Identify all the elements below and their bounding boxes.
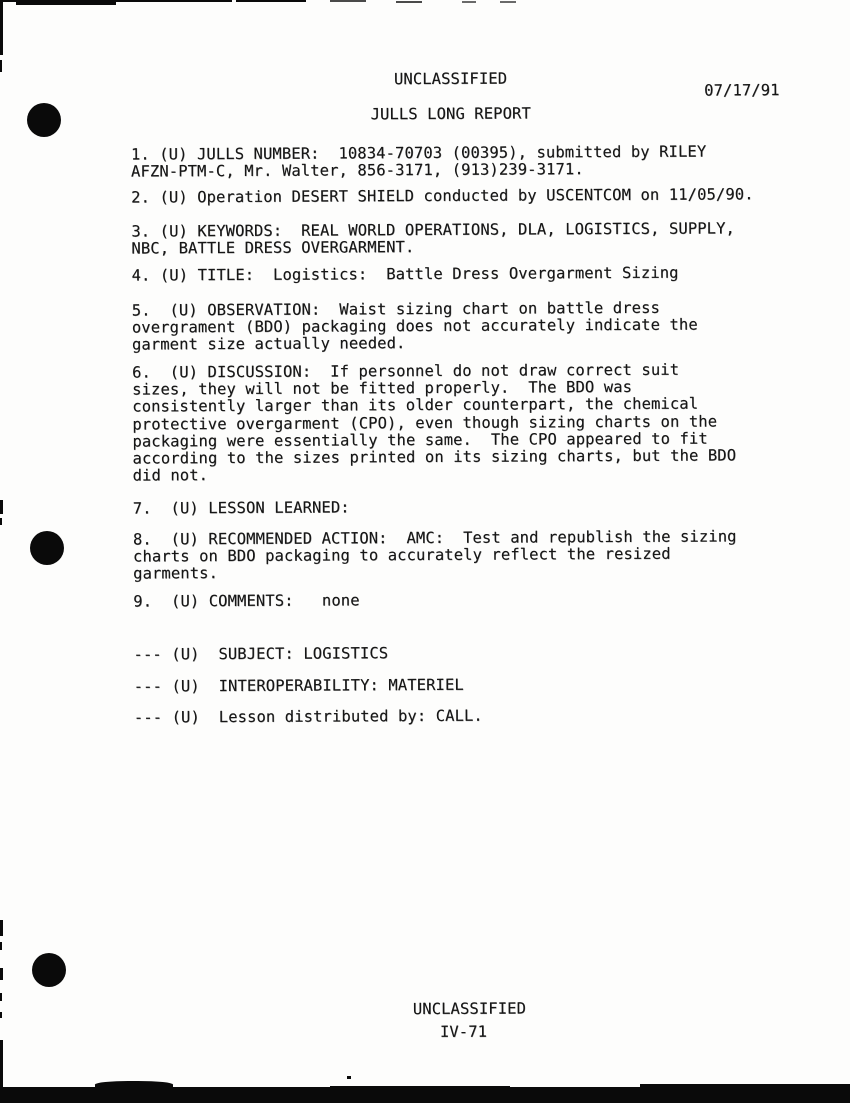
para-title-field: 4. (U) TITLE: Logistics: Battle Dress Overgarment Sizing xyxy=(131,263,679,285)
para-discussion: 6. (U) DISCUSSION: If personnel do not draw correct suit sizes, they will not be fitted properly. The BDO was consistently larger than its older counterpart, the chemical protective overgarment (CPO), even though sizing charts on the packaging were essentially the same. The CPO appeared to fit according to the sizes printed on its sizing charts, but the BDO did not. xyxy=(132,360,737,485)
para-comments: 9. (U) COMMENTS: none xyxy=(133,591,360,611)
para-interoperability: --- (U) INTEROPERABILITY: MATERIEL xyxy=(133,675,464,696)
para-observation: 5. (U) OBSERVATION: Waist sizing chart on battle dress overgrament (BDO) packaging does not accurately indicate the garment size actually needed. xyxy=(131,298,698,354)
para-lesson-learned: 7. (U) LESSON LEARNED: xyxy=(132,498,350,518)
para-keywords: 3. (U) KEYWORDS: REAL WORLD OPERATIONS, DLA, LOGISTICS, SUPPLY, NBC, BATTLE DRESS OVERGARMENT. xyxy=(131,219,736,258)
footer-page-number: IV-71 xyxy=(439,1022,488,1041)
footer-classification: UNCLASSIFIED xyxy=(412,999,527,1019)
report-title: JULLS LONG REPORT xyxy=(370,104,531,124)
para-distributed-by: --- (U) Lesson distributed by: CALL. xyxy=(133,706,483,727)
para-recommended-action: 8. (U) RECOMMENDED ACTION: AMC: Test and republish the sizing charts on BDO packaging to accurately reflect the resized garments. xyxy=(132,527,737,583)
header-date: 07/17/91 xyxy=(704,81,780,100)
para-operation: 2. (U) Operation DESERT SHIELD conducted by USCENTCOM on 11/05/90. xyxy=(131,185,754,207)
header-classification: UNCLASSIFIED xyxy=(393,69,508,89)
para-julls-number: 1. (U) JULLS NUMBER: 10834-70703 (00395), submitted by RILEY AFZN-PTM-C, Mr. Walter, 856-3171, (913)239-3171. xyxy=(130,142,707,181)
para-subject: --- (U) SUBJECT: LOGISTICS xyxy=(133,644,389,664)
